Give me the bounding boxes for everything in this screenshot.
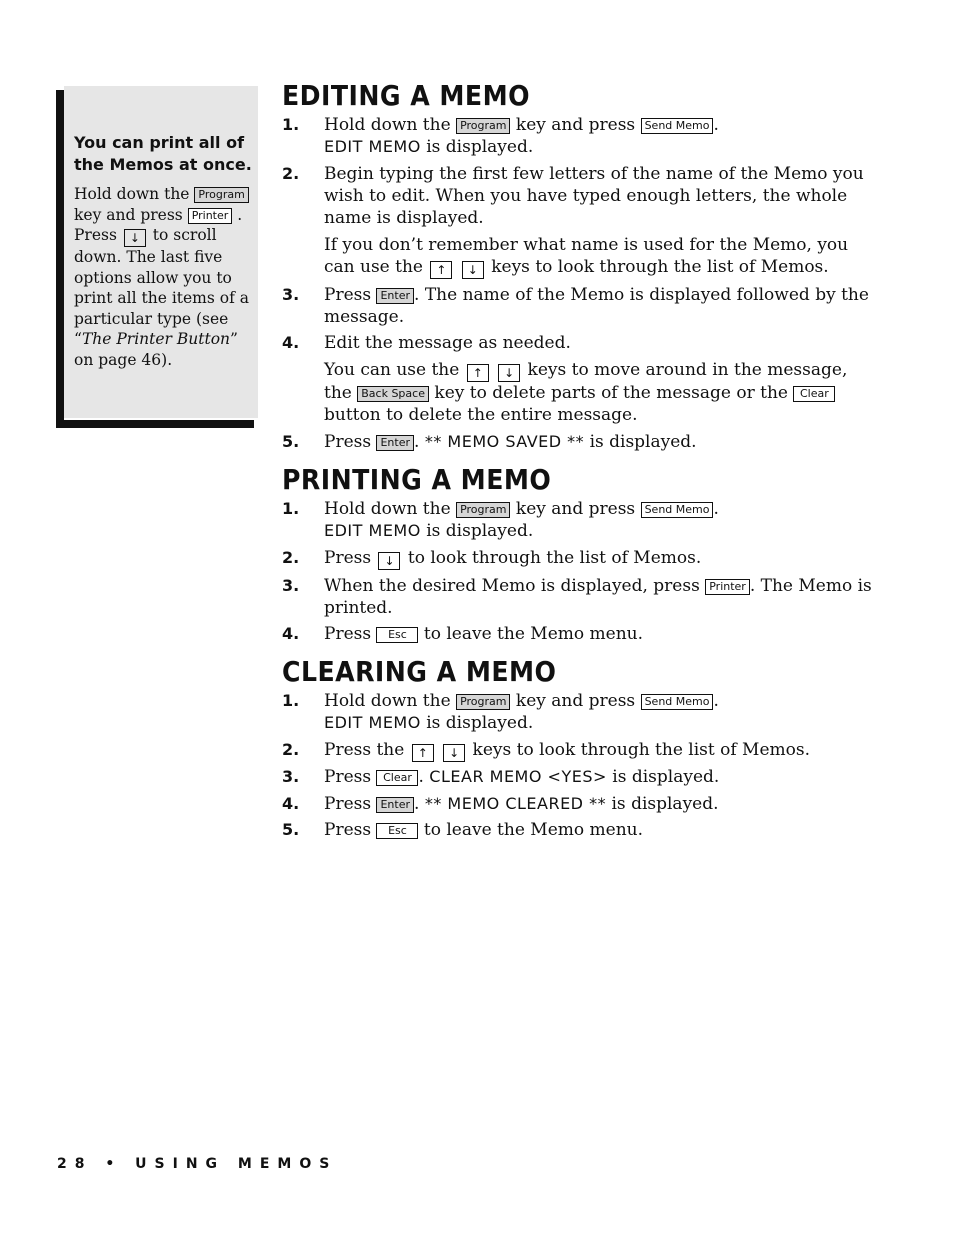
- send-memo-key: Send Memo: [641, 694, 714, 710]
- back-space-key: Back Space: [357, 386, 429, 402]
- esc-key: Esc: [376, 823, 418, 839]
- editing-title: EDITING A MEMO: [282, 79, 530, 112]
- printer-key: Printer: [705, 579, 750, 595]
- sidebar-tip-box: [56, 86, 254, 428]
- printing-step-3: 3. When the desired Memo is displayed, press Printer . The Memo is printed.: [282, 576, 872, 618]
- clear-key: Clear: [376, 770, 418, 786]
- lcd-text: EDIT MEMO: [324, 713, 421, 732]
- enter-key: Enter: [376, 435, 414, 451]
- program-key: Program: [456, 694, 510, 710]
- clearing-step-4: 4. Press Enter . ** MEMO CLEARED ** is displayed.: [282, 794, 719, 814]
- program-key: Program: [194, 187, 248, 203]
- editing-step-3: 3. Press Enter . The name of the Memo is displayed followed by the message.: [282, 285, 869, 327]
- clearing-step-5: 5. Press Esc to leave the Memo menu.: [282, 820, 644, 840]
- lcd-text: CLEAR MEMO <YES>: [429, 767, 607, 786]
- send-memo-key: Send Memo: [641, 502, 714, 518]
- printing-step-1: 1. Hold down the Program key and press Send Memo . EDIT MEMO is displayed.: [282, 499, 719, 541]
- down-arrow-key-icon: ↓: [124, 229, 146, 247]
- main-content: [282, 78, 872, 841]
- down-arrow-key-icon: ↓: [443, 744, 465, 762]
- down-arrow-key-icon: ↓: [378, 552, 400, 570]
- editing-step-1: 1. Hold down the Program key and press Send Memo . EDIT MEMO is displayed.: [282, 115, 719, 157]
- clearing-step-2: 2. Press the ↑ ↓ keys to look through the list of Memos.: [282, 740, 811, 760]
- esc-key: Esc: [376, 627, 418, 643]
- printer-key: Printer: [188, 208, 233, 224]
- page-footer: 28 • USING MEMOS: [57, 1156, 338, 1172]
- up-arrow-key-icon: ↑: [412, 744, 434, 762]
- enter-key: Enter: [376, 288, 414, 304]
- sidebar-body: Hold down the Program key and press Printer . Press ↓ to scroll down. The last five options allow you to print all the items of a particular type (see “The Printer Button” on page 46).: [74, 185, 249, 369]
- editing-step-5: 5. Press Enter . ** MEMO SAVED ** is displayed.: [282, 432, 697, 452]
- editing-step-4-note: You can use the ↑ ↓ keys to move around in the message, the Back Space key to delete parts of the message or the Clear button to delete the entire message.: [324, 360, 848, 425]
- sidebar-reference-title: The Printer Button: [81, 330, 231, 348]
- up-arrow-key-icon: ↑: [467, 364, 489, 382]
- clear-key: Clear: [793, 386, 835, 402]
- clearing-step-1: 1. Hold down the Program key and press Send Memo . EDIT MEMO is displayed.: [282, 691, 719, 733]
- sidebar-heading: You can print all of the Memos at once.: [74, 133, 252, 174]
- enter-key: Enter: [376, 797, 414, 813]
- up-arrow-key-icon: ↑: [430, 261, 452, 279]
- lcd-text: EDIT MEMO: [324, 521, 421, 540]
- sidebar-shadow-bottom: [56, 420, 254, 428]
- clearing-title: CLEARING A MEMO: [282, 655, 557, 688]
- down-arrow-key-icon: ↓: [498, 364, 520, 382]
- editing-step-2: 2. Begin typing the first few letters of the name of the Memo you wish to edit. When you have typed enough letters, the whole name is displayed.: [282, 164, 864, 228]
- printing-title: PRINTING A MEMO: [282, 463, 552, 496]
- printing-step-2: 2. Press ↓ to look through the list of Memos.: [282, 548, 702, 568]
- editing-step-2-note: If you don’t remember what name is used for the Memo, you can use the ↑ ↓ keys to look through the list of Memos.: [324, 235, 849, 277]
- lcd-text: EDIT MEMO: [324, 137, 421, 156]
- editing-step-4: 4. Edit the message as needed.: [282, 333, 571, 353]
- down-arrow-key-icon: ↓: [462, 261, 484, 279]
- sidebar-shadow-left: [56, 90, 64, 428]
- lcd-text: ** MEMO SAVED **: [424, 432, 585, 451]
- lcd-text: ** MEMO CLEARED **: [424, 794, 607, 813]
- send-memo-key: Send Memo: [641, 118, 714, 134]
- clearing-step-3: 3. Press Clear . CLEAR MEMO <YES> is displayed.: [282, 767, 720, 787]
- program-key: Program: [456, 118, 510, 134]
- printing-step-4: 4. Press Esc to leave the Memo menu.: [282, 624, 644, 644]
- program-key: Program: [456, 502, 510, 518]
